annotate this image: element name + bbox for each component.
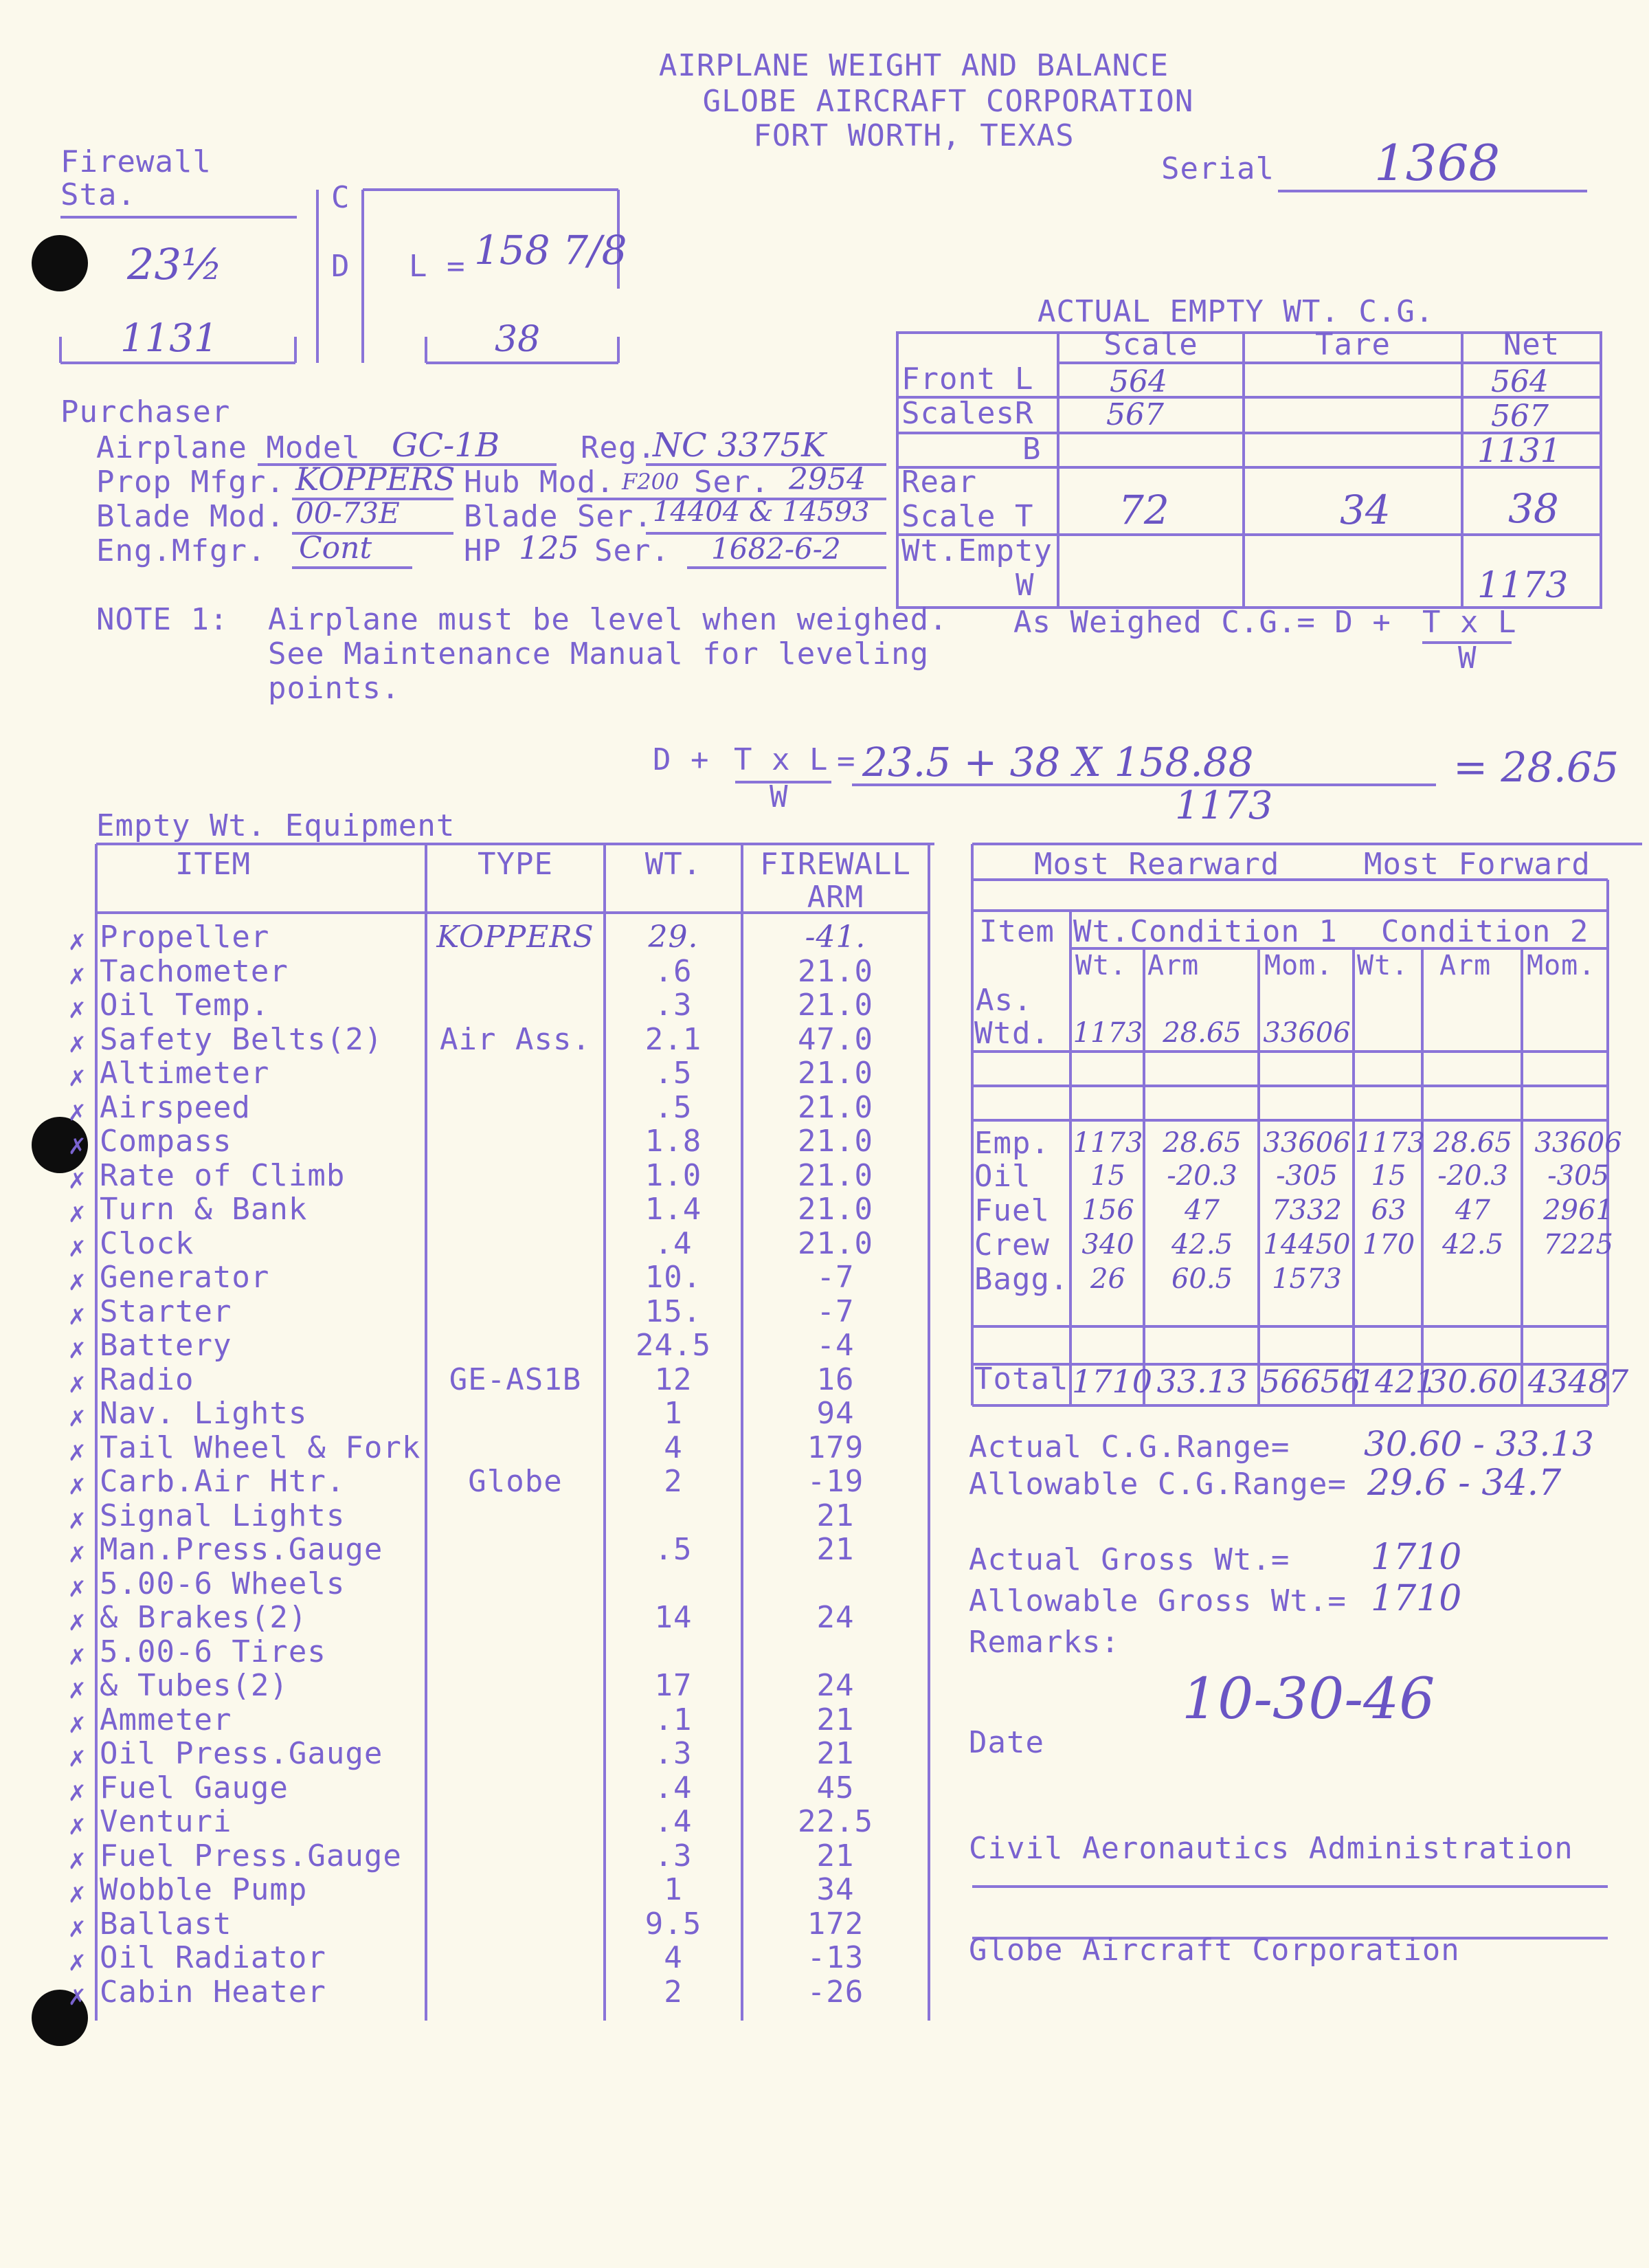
equipment-item: Nav. Lights xyxy=(100,1396,308,1431)
condition-2: Condition 2 xyxy=(1381,914,1589,949)
equipment-arm: -13 xyxy=(807,1940,864,1975)
condition-cell-m1: 7332 xyxy=(1272,1194,1342,1226)
equipment-weight: 2.1 xyxy=(644,1022,702,1057)
equipment-item: Safety Belts(2) xyxy=(100,1022,383,1057)
equipment-weight: 29. xyxy=(648,920,699,955)
condition-row-label: Fuel xyxy=(974,1193,1050,1228)
equipment-weight: 14 xyxy=(654,1600,693,1635)
ser2-label: Ser. xyxy=(594,533,670,568)
sub-wt-2: Wt. xyxy=(1357,950,1409,981)
equipment-arm: 21.0 xyxy=(798,954,873,989)
check-mark-icon: ✗ xyxy=(69,1810,87,1841)
check-mark-icon: ✗ xyxy=(69,1129,87,1161)
equipment-item: Rate of Climb xyxy=(100,1158,346,1193)
equipment-arm: 24 xyxy=(816,1600,855,1635)
equipment-item: Venturi xyxy=(100,1804,232,1839)
equipment-weight: .3 xyxy=(654,1736,693,1771)
equipment-arm: 21.0 xyxy=(798,1090,873,1125)
check-mark-icon: ✗ xyxy=(69,1232,87,1263)
condition-cell-m2: 2961 xyxy=(1543,1194,1613,1226)
equipment-type: KOPPERS xyxy=(436,920,594,955)
equipment-arm: 22.5 xyxy=(798,1804,873,1839)
w-label: W xyxy=(1016,568,1035,603)
hp-value: 125 xyxy=(519,529,579,566)
hub-value: F200 xyxy=(622,469,680,495)
b-label: B xyxy=(1022,432,1042,467)
equipment-item: Tail Wheel & Fork xyxy=(100,1430,421,1465)
condition-cell-a2: 28.65 xyxy=(1433,1127,1512,1159)
equipment-arm: 47.0 xyxy=(798,1022,873,1057)
check-mark-icon: ✗ xyxy=(69,1265,87,1297)
condition-cell-w1: 1710 xyxy=(1072,1363,1153,1400)
equipment-arm: 21 xyxy=(816,1838,855,1874)
condition-cell-m1: 14450 xyxy=(1263,1229,1351,1260)
equipment-weight: 4 xyxy=(664,1940,683,1975)
equipment-weight: 2 xyxy=(664,1464,683,1499)
note-line1: Airplane must be level when weighed. xyxy=(268,602,948,637)
sub-mom-2: Mom. xyxy=(1527,950,1596,981)
check-mark-icon: ✗ xyxy=(69,1368,87,1399)
condition-row-label: Crew xyxy=(974,1227,1050,1263)
equipment-weight: 1.8 xyxy=(644,1124,702,1159)
equipment-item: Clock xyxy=(100,1226,194,1261)
date-value: 10-30-46 xyxy=(1182,1667,1435,1732)
hp-label: HP xyxy=(464,533,502,568)
equipment-item: Cabin Heater xyxy=(100,1975,326,2010)
condition-cell-w2: 1173 xyxy=(1355,1127,1425,1159)
prop-label: Prop Mfgr. xyxy=(96,465,285,500)
equipment-weight: .4 xyxy=(654,1226,693,1261)
condition-cell-a2: -20.3 xyxy=(1437,1160,1508,1192)
scale-t-tare: 34 xyxy=(1340,487,1391,533)
equipment-item: & Brakes(2) xyxy=(100,1600,308,1635)
equipment-item: Oil Radiator xyxy=(100,1940,326,1975)
equipment-item: 5.00-6 Wheels xyxy=(100,1566,346,1601)
equipment-weight: 1 xyxy=(664,1872,683,1907)
check-mark-icon: ✗ xyxy=(69,1912,87,1944)
check-mark-icon: ✗ xyxy=(69,1946,87,1977)
equipment-arm: 94 xyxy=(816,1396,855,1431)
date-label: Date xyxy=(969,1725,1044,1760)
blade-mod-value: 00-73E xyxy=(295,496,400,530)
condition-cell-w1: 156 xyxy=(1081,1194,1134,1226)
equipment-item: 5.00-6 Tires xyxy=(100,1634,326,1669)
condition-cell-w2: 15 xyxy=(1371,1160,1406,1192)
scale-t-net: 38 xyxy=(1508,485,1559,532)
equipment-title: Empty Wt. Equipment xyxy=(96,808,456,843)
check-mark-icon: ✗ xyxy=(69,1401,87,1433)
check-mark-icon: ✗ xyxy=(69,1742,87,1773)
eng-value: Cont xyxy=(299,531,372,566)
equipment-arm: -26 xyxy=(807,1975,864,2010)
condition-cell-w2: 170 xyxy=(1362,1229,1415,1260)
condition-cell-m2: 7225 xyxy=(1543,1229,1613,1260)
calc-lhs-den: W xyxy=(770,779,789,814)
note-line2: See Maintenance Manual for leveling xyxy=(268,636,930,671)
equipment-item: Compass xyxy=(100,1124,232,1159)
b-net: 1131 xyxy=(1477,432,1562,470)
condition-cell-a1: 28.65 xyxy=(1163,1127,1242,1159)
check-mark-icon: ✗ xyxy=(69,1333,87,1365)
scales-r-net: 567 xyxy=(1491,399,1549,434)
check-mark-icon: ✗ xyxy=(69,1537,87,1569)
equipment-weight: 4 xyxy=(664,1430,683,1465)
equipment-item: Starter xyxy=(100,1294,232,1329)
equipment-arm: 21 xyxy=(816,1736,855,1771)
allowable-gross-label: Allowable Gross Wt.= xyxy=(969,1583,1347,1619)
wt-header: WT. xyxy=(644,847,702,882)
check-mark-icon: ✗ xyxy=(69,1197,87,1229)
condition-cell-a1: 33.13 xyxy=(1156,1363,1248,1400)
scale-t-scale: 72 xyxy=(1119,487,1169,533)
purchaser-label: Purchaser xyxy=(60,394,231,430)
equipment-item: & Tubes(2) xyxy=(100,1668,289,1703)
equipment-item: Oil Press.Gauge xyxy=(100,1736,383,1771)
scales-r-label: ScalesR xyxy=(901,396,1034,431)
equipment-item: Airspeed xyxy=(100,1090,251,1125)
condition-cell-a1: 28.65 xyxy=(1163,1017,1242,1049)
net-header: Net xyxy=(1503,327,1560,362)
equipment-weight: .1 xyxy=(654,1702,693,1737)
equipment-item: Generator xyxy=(100,1260,270,1295)
equipment-arm: 21 xyxy=(816,1702,855,1737)
condition-cell-a1: 47 xyxy=(1185,1194,1220,1226)
reg-value: NC 3375K xyxy=(653,426,826,465)
equipment-item: Radio xyxy=(100,1362,194,1397)
equipment-item: Battery xyxy=(100,1328,232,1363)
arm-header-firewall: FIREWALL xyxy=(760,847,911,882)
condition-row-label: Total xyxy=(974,1361,1069,1397)
condition-cell-m2: 33606 xyxy=(1534,1127,1622,1159)
actual-cg-range-value: 30.60 - 33.13 xyxy=(1364,1424,1594,1464)
calc-lhs-num: T x L xyxy=(734,742,829,777)
calc-denominator: 1173 xyxy=(1175,783,1273,828)
check-mark-icon: ✗ xyxy=(69,1605,87,1637)
equipment-weight: 9.5 xyxy=(644,1906,702,1942)
equipment-item: Fuel Gauge xyxy=(100,1770,289,1805)
serial-value: 1368 xyxy=(1374,134,1501,192)
equipment-item: Signal Lights xyxy=(100,1498,346,1533)
check-mark-icon: ✗ xyxy=(69,1436,87,1467)
equipment-weight: .4 xyxy=(654,1770,693,1805)
condition-cell-w1: 15 xyxy=(1090,1160,1125,1192)
scale-header: Scale xyxy=(1103,327,1198,362)
check-mark-icon: ✗ xyxy=(69,1844,87,1876)
equipment-weight: 15. xyxy=(644,1294,702,1329)
allowable-gross-value: 1710 xyxy=(1371,1578,1462,1619)
condition-cell-m1: 1573 xyxy=(1272,1263,1342,1295)
equipment-weight: 10. xyxy=(644,1260,702,1295)
actual-cg-range-label: Actual C.G.Range= xyxy=(969,1430,1290,1465)
note-line3: points. xyxy=(268,671,401,706)
condition-cell-a1: -20.3 xyxy=(1167,1160,1237,1192)
condition-cell-m1: 56656 xyxy=(1260,1363,1361,1400)
allowable-cg-range-label: Allowable C.G.Range= xyxy=(969,1467,1347,1502)
equipment-item: Fuel Press.Gauge xyxy=(100,1838,402,1874)
equipment-arm: 21.0 xyxy=(798,1192,873,1227)
wt-condition-1: Wt.Condition 1 xyxy=(1073,914,1338,949)
equipment-item: Tachometer xyxy=(100,954,289,989)
equipment-weight: 2 xyxy=(664,1975,683,2010)
reg-label: Reg. xyxy=(581,430,656,465)
ser1-label: Ser. xyxy=(694,465,770,500)
equipment-arm: -7 xyxy=(816,1260,855,1295)
condition-cell-a2: 30.60 xyxy=(1427,1363,1518,1400)
item-header: ITEM xyxy=(175,847,251,882)
cond-item-label: Item xyxy=(979,914,1055,949)
blade-ser-value: 14404 & 14593 xyxy=(653,496,870,528)
condition-cell-m2: 43487 xyxy=(1527,1363,1629,1400)
globe-label: Globe Aircraft Corporation xyxy=(969,1933,1460,1968)
scales-r-scale: 567 xyxy=(1106,397,1164,432)
c-label: C xyxy=(331,180,350,215)
ser2-value: 1682-6-2 xyxy=(711,532,841,566)
most-forward-label: Most Forward xyxy=(1364,847,1591,882)
most-rearward-label: Most Rearward xyxy=(1034,847,1280,882)
station-label: Sta. xyxy=(60,177,136,212)
check-mark-icon: ✗ xyxy=(69,1164,87,1195)
condition-cell-w1: 340 xyxy=(1081,1229,1134,1260)
equipment-item: Propeller xyxy=(100,920,270,955)
equipment-item: Ammeter xyxy=(100,1702,232,1737)
rear-label: Rear xyxy=(901,465,977,500)
equipment-type: Globe xyxy=(468,1464,563,1499)
equipment-weight: .5 xyxy=(654,1532,693,1567)
condition-cell-a1: 60.5 xyxy=(1171,1263,1233,1295)
t-value: 38 xyxy=(495,319,541,360)
equipment-arm: 24 xyxy=(816,1668,855,1703)
condition-cell-m1: 33606 xyxy=(1263,1127,1351,1159)
check-mark-icon: ✗ xyxy=(69,1674,87,1705)
model-label: Airplane Model xyxy=(96,430,361,465)
header-title: AIRPLANE WEIGHT AND BALANCE xyxy=(658,48,1169,83)
equipment-weight: .5 xyxy=(654,1056,693,1091)
equipment-weight: .5 xyxy=(654,1090,693,1125)
model-value: GC-1B xyxy=(392,426,500,465)
equipment-weight: 17 xyxy=(654,1668,693,1703)
serial-label: Serial xyxy=(1161,151,1275,186)
equipment-arm: 21.0 xyxy=(798,988,873,1023)
calc-equals: = xyxy=(837,744,856,779)
equipment-item: Oil Temp. xyxy=(100,988,270,1023)
condition-cell-m2: -305 xyxy=(1547,1160,1609,1192)
d-label: D xyxy=(331,249,350,284)
hub-label: Hub Mod. xyxy=(464,465,615,500)
equipment-type: Air Ass. xyxy=(440,1022,591,1057)
condition-row-label: Bagg. xyxy=(974,1262,1069,1297)
equipment-arm: 21 xyxy=(816,1498,855,1533)
condition-cell-m1: -305 xyxy=(1276,1160,1338,1192)
condition-cell-a2: 42.5 xyxy=(1442,1229,1504,1260)
check-mark-icon: ✗ xyxy=(69,1061,87,1093)
sub-wt-1: Wt. xyxy=(1075,950,1128,981)
equipment-item: Turn & Bank xyxy=(100,1192,308,1227)
check-mark-icon: ✗ xyxy=(69,1776,87,1808)
ser1-value: 2954 xyxy=(789,462,866,497)
condition-cell-w2: 1421 xyxy=(1355,1363,1436,1400)
equipment-arm: -19 xyxy=(807,1464,864,1499)
calc-result: = 28.65 xyxy=(1453,744,1619,792)
sub-arm-2: Arm xyxy=(1439,950,1492,981)
condition-cell-w1: 26 xyxy=(1090,1263,1125,1295)
equipment-arm: 179 xyxy=(807,1430,864,1465)
header-location: FORT WORTH, TEXAS xyxy=(753,118,1075,153)
front-l-label: Front L xyxy=(901,362,1034,397)
check-mark-icon: ✗ xyxy=(69,1708,87,1739)
check-mark-icon: ✗ xyxy=(69,1878,87,1909)
equipment-arm: 16 xyxy=(816,1362,855,1397)
condition-cell-w1: 1173 xyxy=(1073,1127,1143,1159)
remarks-label: Remarks: xyxy=(969,1625,1120,1660)
equipment-item: Man.Press.Gauge xyxy=(100,1532,383,1567)
equipment-arm: 21.0 xyxy=(798,1124,873,1159)
condition-row-label: Oil xyxy=(974,1159,1031,1194)
check-mark-icon: ✗ xyxy=(69,1469,87,1501)
as-label: As. xyxy=(976,983,1033,1018)
l-value: 158 7/8 xyxy=(474,227,627,274)
equipment-arm: 21.0 xyxy=(798,1226,873,1261)
actual-gross-label: Actual Gross Wt.= xyxy=(969,1542,1290,1577)
condition-cell-a2: 47 xyxy=(1455,1194,1490,1226)
equipment-arm: 21.0 xyxy=(798,1158,873,1193)
equipment-item: Ballast xyxy=(100,1906,232,1942)
w-value: 1131 xyxy=(120,316,218,361)
firewall-label: Firewall xyxy=(60,144,212,179)
allowable-cg-range-value: 29.6 - 34.7 xyxy=(1367,1463,1562,1504)
check-mark-icon: ✗ xyxy=(69,925,87,957)
sub-mom-1: Mom. xyxy=(1264,950,1334,981)
condition-cell-w1: 1173 xyxy=(1073,1017,1143,1049)
condition-cell-w2: 63 xyxy=(1371,1194,1406,1226)
eng-label: Eng.Mfgr. xyxy=(96,533,267,568)
sub-arm-1: Arm xyxy=(1147,950,1200,981)
note-label: NOTE 1: xyxy=(96,602,229,637)
prop-value: KOPPERS xyxy=(295,460,456,498)
condition-cell-m1: 33606 xyxy=(1263,1017,1351,1049)
calc-expression: 23.5 + 38 X 158.88 xyxy=(862,739,1254,786)
check-mark-icon: ✗ xyxy=(69,1980,87,2012)
w-net: 1173 xyxy=(1477,565,1569,606)
equipment-weight: 12 xyxy=(654,1362,693,1397)
equipment-arm: 45 xyxy=(816,1770,855,1805)
front-l-scale: 564 xyxy=(1110,364,1167,399)
condition-cell-a1: 42.5 xyxy=(1171,1229,1233,1260)
equipment-arm: -7 xyxy=(816,1294,855,1329)
arm-header-arm: ARM xyxy=(807,880,864,915)
caa-label: Civil Aeronautics Administration xyxy=(969,1831,1573,1866)
check-mark-icon: ✗ xyxy=(69,1300,87,1331)
equipment-weight: 24.5 xyxy=(636,1328,711,1363)
equipment-item: Wobble Pump xyxy=(100,1872,308,1907)
equipment-weight: .6 xyxy=(654,954,693,989)
front-l-net: 564 xyxy=(1491,364,1549,399)
calc-lhs-prefix: D + xyxy=(653,742,710,777)
type-header: TYPE xyxy=(478,847,553,882)
check-mark-icon: ✗ xyxy=(69,1504,87,1535)
check-mark-icon: ✗ xyxy=(69,1027,87,1059)
check-mark-icon: ✗ xyxy=(69,959,87,991)
blade-ser-label: Blade Ser. xyxy=(464,499,653,534)
d-value: 23½ xyxy=(127,239,223,289)
equipment-item: Carb.Air Htr. xyxy=(100,1464,346,1499)
tare-header: Tare xyxy=(1315,327,1391,362)
equipment-arm: 21.0 xyxy=(798,1056,873,1091)
equipment-weight: 1.0 xyxy=(644,1158,702,1193)
equipment-arm: 34 xyxy=(816,1872,855,1907)
formula-den: W xyxy=(1458,641,1477,676)
header-company: GLOBE AIRCRAFT CORPORATION xyxy=(702,84,1194,119)
equipment-weight: .4 xyxy=(654,1804,693,1839)
check-mark-icon: ✗ xyxy=(69,1640,87,1671)
empty-cg-title: ACTUAL EMPTY WT. C.G. xyxy=(1037,294,1435,329)
formula-prefix: As Weighed C.G.= D + xyxy=(1013,605,1391,640)
equipment-item: Altimeter xyxy=(100,1056,270,1091)
l-label: L = xyxy=(409,249,466,284)
equipment-arm: 172 xyxy=(807,1906,864,1942)
check-mark-icon: ✗ xyxy=(69,1096,87,1127)
condition-row-label: Emp. xyxy=(974,1126,1050,1161)
equipment-weight: 1.4 xyxy=(644,1192,702,1227)
actual-gross-value: 1710 xyxy=(1371,1537,1462,1578)
wt-empty-label: Wt.Empty xyxy=(901,533,1053,568)
equipment-weight: .3 xyxy=(654,988,693,1023)
condition-row-label: Wtd. xyxy=(974,1016,1050,1051)
equipment-arm: -41. xyxy=(805,920,866,955)
check-mark-icon: ✗ xyxy=(69,1572,87,1603)
equipment-weight: .3 xyxy=(654,1838,693,1874)
blade-mod-label: Blade Mod. xyxy=(96,499,285,534)
equipment-weight: 1 xyxy=(664,1396,683,1431)
equipment-arm: -4 xyxy=(816,1328,855,1363)
scale-t-label: Scale T xyxy=(901,499,1034,534)
check-mark-icon: ✗ xyxy=(69,993,87,1025)
equipment-arm: 21 xyxy=(816,1532,855,1567)
equipment-type: GE-AS1B xyxy=(449,1362,582,1397)
formula-num: T x L xyxy=(1422,605,1517,640)
